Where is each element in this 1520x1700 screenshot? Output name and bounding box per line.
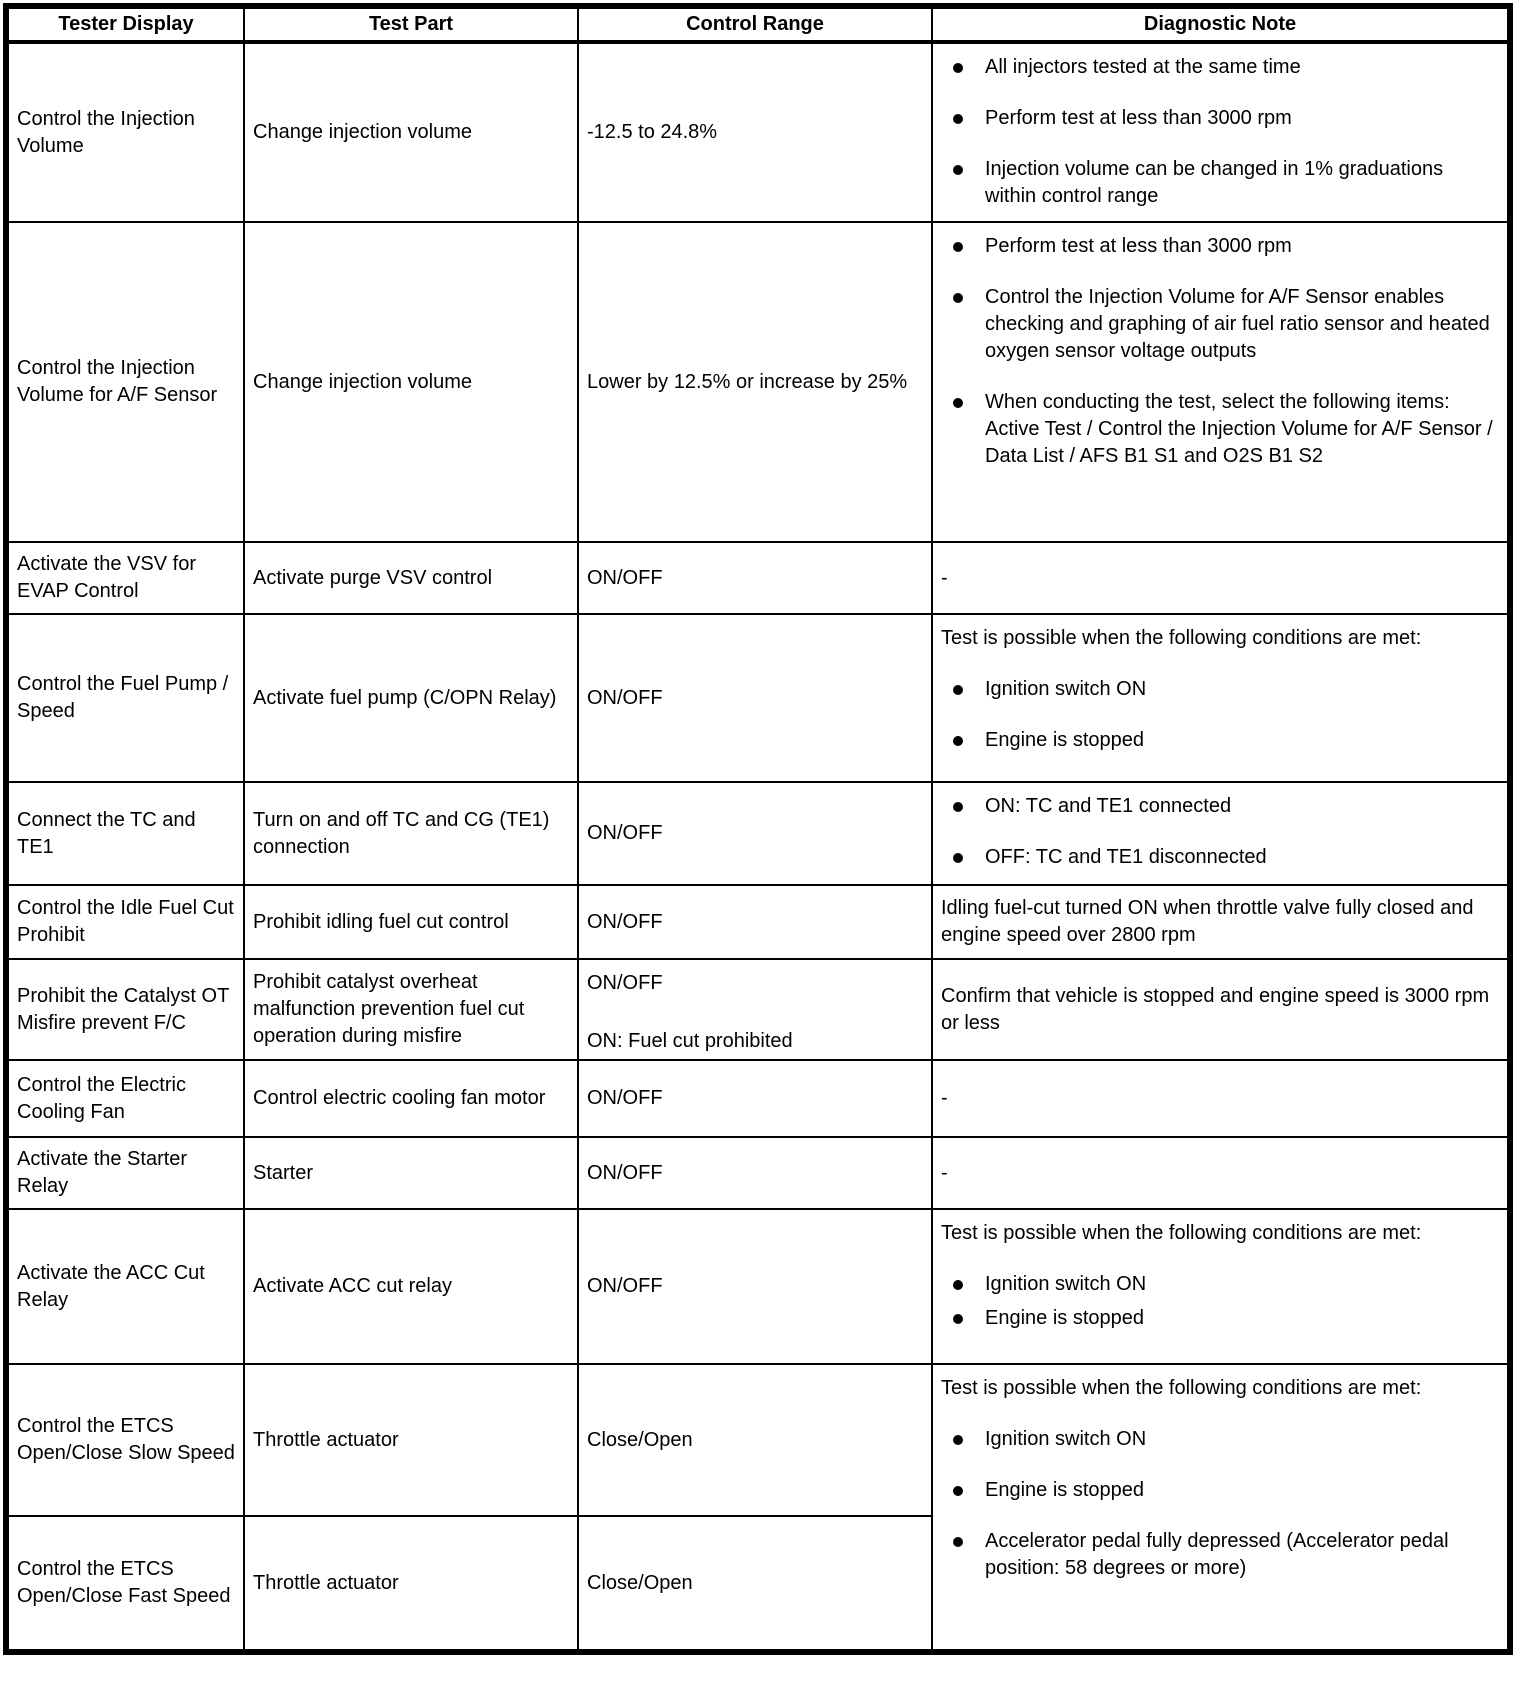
tester-display-cell: Control the Fuel Pump / Speed [6, 614, 244, 782]
test-part-cell: Throttle actuator [244, 1364, 578, 1516]
table-row [6, 1364, 1510, 1516]
control-range-cell: Lower by 12.5% or increase by 25% [578, 222, 932, 542]
note-bullet [941, 1305, 1499, 1332]
diagnostic-note-cell: Confirm that vehicle is stopped and engine speed is 3000 rpm or less [932, 959, 1510, 1060]
bullet-icon [953, 1486, 963, 1496]
bullet-icon [953, 242, 963, 252]
control-range-cell: ON/OFF [578, 1137, 932, 1209]
test-part-cell: Activate fuel pump (C/OPN Relay) [244, 614, 578, 782]
diagnostic-note-cell: - [932, 542, 1510, 614]
note-intro: Test is possible when the following conditions are met: [941, 1377, 1422, 1399]
bullet-icon [953, 802, 963, 812]
test-part-cell: Control electric cooling fan motor [244, 1060, 578, 1137]
table-row [6, 614, 1510, 782]
note-bullet-text: All injectors tested at the same time [985, 56, 1301, 78]
bullet-icon [953, 685, 963, 695]
bullet-icon [953, 853, 963, 863]
table-row [6, 782, 1510, 885]
note-intro: Test is possible when the following conditions are met: [941, 627, 1422, 649]
control-range-cell: ON/OFF [578, 885, 932, 959]
note-bullet [941, 793, 1499, 820]
diagnostic-note-cell: Idling fuel-cut turned ON when throttle valve fully closed and engine speed over 2800 rpm [932, 885, 1510, 959]
header-diagnostic-note: Diagnostic Note [932, 6, 1510, 42]
control-range-cell: ON/OFF [578, 614, 932, 782]
test-part-cell: Turn on and off TC and CG (TE1) connection [244, 782, 578, 885]
bullet-icon [953, 1280, 963, 1290]
note-bullet-text: Accelerator pedal fully depressed (Accelerator pedal position: 58 degrees or more) [985, 1530, 1449, 1579]
test-part-cell: Prohibit idling fuel cut control [244, 885, 578, 959]
note-bullet [941, 727, 1499, 754]
header-tester-display: Tester Display [6, 6, 244, 42]
tester-display-cell: Connect the TC and TE1 [6, 782, 244, 885]
note-bullet-text: When conducting the test, select the following items: Active Test / Control the Injection Volume for A/F Sensor / Data List / AFS B1 S1 and O2S B1 S2 [985, 391, 1493, 467]
note-bullet-text: Ignition switch ON [985, 1428, 1147, 1450]
note-bullet [941, 54, 1499, 81]
control-range-cell: ON/OFF [578, 1209, 932, 1364]
test-part-cell: Change injection volume [244, 222, 578, 542]
table-row [6, 42, 1510, 222]
note-bullet-text: Ignition switch ON [985, 678, 1147, 700]
tester-display-cell: Prohibit the Catalyst OT Misfire prevent F/C [6, 959, 244, 1060]
note-bullet-text: Injection volume can be changed in 1% graduations within control range [985, 158, 1444, 207]
diagnostic-note-cell [932, 614, 1510, 782]
diagnostic-note-cell [932, 782, 1510, 885]
control-range-line: ON/OFF [587, 972, 663, 994]
bullet-icon [953, 736, 963, 746]
header-control-range: Control Range [578, 6, 932, 42]
control-range-cell [578, 959, 932, 1060]
note-bullet [941, 156, 1499, 210]
diagnostic-note-cell: - [932, 1137, 1510, 1209]
note-bullet [941, 1477, 1499, 1504]
diagnostic-note-cell [932, 222, 1510, 542]
header-test-part: Test Part [244, 6, 578, 42]
note-bullet [941, 1528, 1499, 1582]
bullet-icon [953, 1435, 963, 1445]
tester-display-cell: Control the ETCS Open/Close Slow Speed [6, 1364, 244, 1516]
note-bullet-text: Engine is stopped [985, 1479, 1145, 1501]
bullet-icon [953, 293, 963, 303]
bullet-icon [953, 165, 963, 175]
control-range-cell: ON/OFF [578, 782, 932, 885]
diagnostic-note-cell: - [932, 1060, 1510, 1137]
test-part-cell: Starter [244, 1137, 578, 1209]
table-row [6, 542, 1510, 614]
control-range-cell: Close/Open [578, 1364, 932, 1516]
table-row [6, 1060, 1510, 1137]
diagnostic-note-cell [932, 1209, 1510, 1364]
diagnostic-note-cell [932, 1364, 1510, 1652]
note-bullet [941, 844, 1499, 871]
table-row [6, 1137, 1510, 1209]
note-bullet [941, 1426, 1499, 1453]
table-row [6, 885, 1510, 959]
test-part-cell: Activate purge VSV control [244, 542, 578, 614]
tester-display-cell: Control the ETCS Open/Close Fast Speed [6, 1516, 244, 1652]
tester-display-cell: Control the Idle Fuel Cut Prohibit [6, 885, 244, 959]
test-part-cell: Throttle actuator [244, 1516, 578, 1652]
test-part-cell: Change injection volume [244, 42, 578, 222]
note-bullet-text: ON: TC and TE1 connected [985, 795, 1232, 817]
note-bullet [941, 105, 1499, 132]
note-bullet [941, 284, 1499, 365]
note-bullet [941, 676, 1499, 703]
active-test-table [3, 3, 1513, 1655]
bullet-icon [953, 1314, 963, 1324]
table-row [6, 959, 1510, 1060]
bullet-icon [953, 1537, 963, 1547]
note-bullet [941, 233, 1499, 260]
bullet-icon [953, 114, 963, 124]
control-range-line: ON: Fuel cut prohibited [587, 1030, 793, 1052]
note-bullet-text: Perform test at less than 3000 rpm [985, 235, 1292, 257]
bullet-icon [953, 63, 963, 73]
note-bullet-text: Control the Injection Volume for A/F Sensor enables checking and graphing of air fuel ratio sensor and heated oxygen sensor voltage outputs [985, 286, 1490, 362]
note-bullet-text: Engine is stopped [985, 1307, 1145, 1329]
tester-display-cell: Control the Electric Cooling Fan [6, 1060, 244, 1137]
test-part-cell: Prohibit catalyst overheat malfunction prevention fuel cut operation during misfire [244, 959, 578, 1060]
control-range-cell: Close/Open [578, 1516, 932, 1652]
diagnostic-note-cell [932, 42, 1510, 222]
table-row [6, 1209, 1510, 1364]
control-range-cell: ON/OFF [578, 1060, 932, 1137]
test-part-cell: Activate ACC cut relay [244, 1209, 578, 1364]
note-bullet [941, 389, 1499, 470]
tester-display-cell: Activate the ACC Cut Relay [6, 1209, 244, 1364]
control-range-cell: -12.5 to 24.8% [578, 42, 932, 222]
note-intro: Test is possible when the following conditions are met: [941, 1222, 1422, 1244]
note-bullet-text: Ignition switch ON [985, 1273, 1147, 1295]
header-row [6, 6, 1510, 42]
note-bullet-text: Engine is stopped [985, 729, 1145, 751]
control-range-cell: ON/OFF [578, 542, 932, 614]
table-row [6, 222, 1510, 542]
note-bullet-text: OFF: TC and TE1 disconnected [985, 846, 1267, 868]
tester-display-cell: Activate the Starter Relay [6, 1137, 244, 1209]
tester-display-cell: Control the Injection Volume for A/F Sensor [6, 222, 244, 542]
note-bullet-text: Perform test at less than 3000 rpm [985, 107, 1292, 129]
bullet-icon [953, 398, 963, 408]
tester-display-cell: Control the Injection Volume [6, 42, 244, 222]
note-bullet [941, 1271, 1499, 1298]
tester-display-cell: Activate the VSV for EVAP Control [6, 542, 244, 614]
